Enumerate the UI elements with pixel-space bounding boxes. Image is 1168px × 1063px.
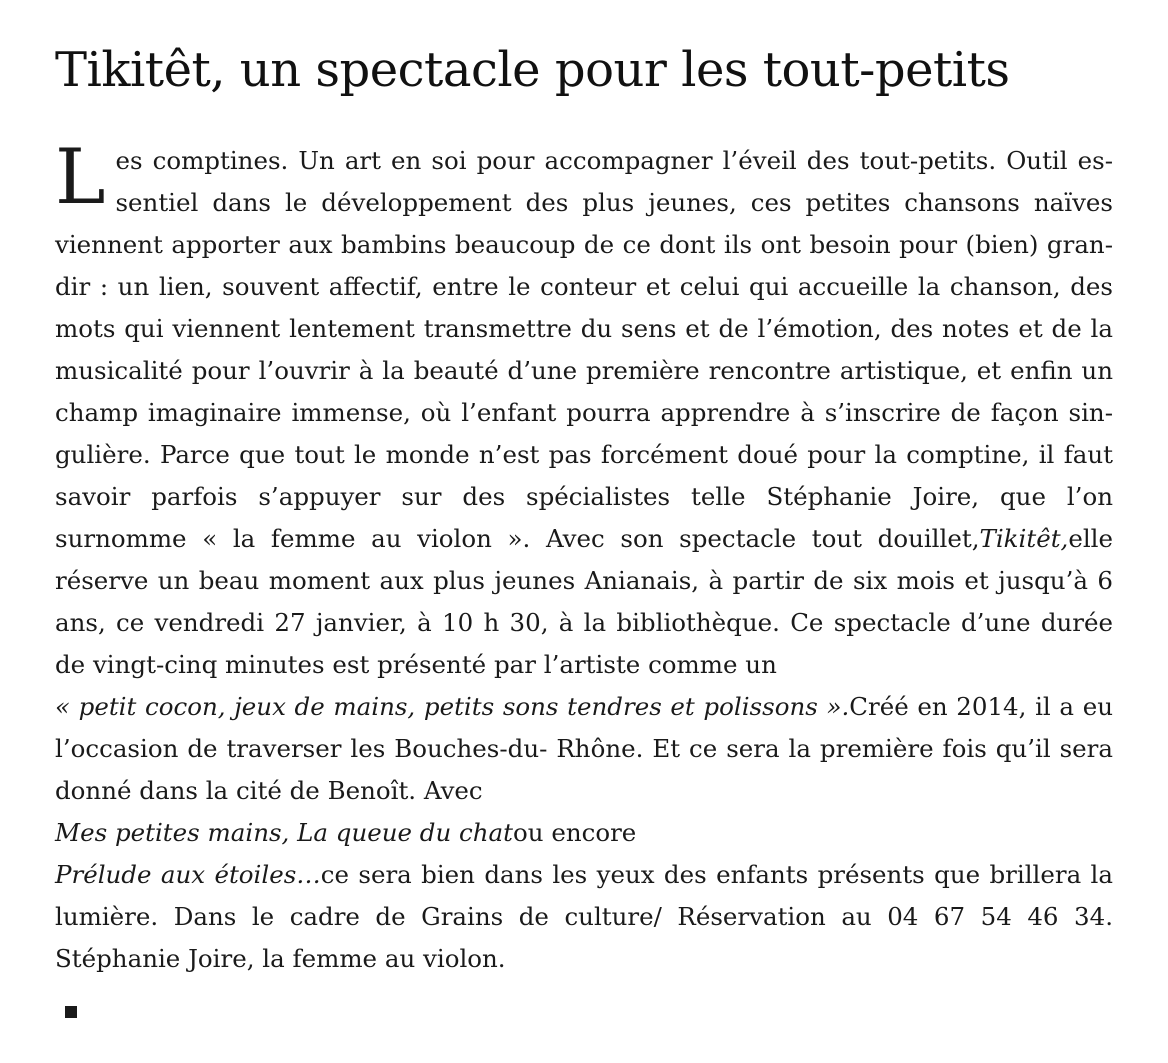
artist-quote: « petit cocon, jeux de mains, petits sons tendres et polissons ». (55, 692, 850, 721)
song-title-prelude: Prélude aux étoiles… (55, 860, 321, 889)
article (55, 0, 1113, 1018)
paragraph-quote (55, 686, 1113, 812)
paragraph-intro-end: elle réserve un beau moment aux plus jeunes Anianais, à partir de six mois et jusqu’à 6 ans, ce vendredi 27 janvier, à 10 h 30, à la bibliothèque. Ce spectacle d’une durée de vingt-cinq minutes est présenté par l’artiste comme un (55, 524, 1113, 679)
paragraph-quote-text: Créé en 2014, il a eu l’occasion de traverser les Bouches-du- Rhône. Et ce sera la première fois qu’il sera donné dans la cité de Benoît. Avec (55, 692, 1113, 805)
article-body (55, 132, 1114, 980)
show-title-italic: Tikitêt, (979, 524, 1069, 553)
paragraph-intro-text: es comptines. Un art en soi pour accompagner l’éveil des tout-petits. Outil essentiel dans le développement des plus jeunes, ces petites chansons naïves viennent apporter aux bambins beaucoup de ce dont ils ont besoin pour (bien) grandir : un lien, souvent affectif, entre le conteur et celui qui accueille la chanson, des mots qui viennent lentement transmettre du sens et de l’émotion, des notes et de la musicalité pour l’ouvrir à la beauté d’une première rencontre artistique, et enfin un champ imaginaire immense, où l’enfant pourra apprendre à s’inscrire de façon singulière. Parce que tout le monde n’est pas forcément doué pour la comptine, il faut savoir parfois s’appuyer sur des spécialistes telle Stéphanie Joire, que l’on surnomme « la femme au violon ». Avec son spectacle tout douillet, (55, 146, 1113, 553)
paragraph-intro (55, 132, 1113, 686)
article-title: Tikitêt, un spectacle pour les tout-petits (55, 42, 1010, 98)
song-titles: Mes petites mains, La queue du chat (55, 818, 514, 847)
paragraph-closing-text: ce sera bien dans les yeux des enfants présents que brillera la lumière. Dans le cadre de Grains de culture/ Réservation au 04 67 54 46 34. Stéphanie Joire, la femme au violon. (55, 860, 1114, 973)
paragraph-closing (55, 854, 1113, 980)
end-of-article-square-icon (65, 1006, 77, 1018)
paragraph-songs-text: ou encore (513, 818, 637, 847)
drop-cap: L (55, 132, 106, 221)
paragraph-songs (55, 812, 1113, 854)
